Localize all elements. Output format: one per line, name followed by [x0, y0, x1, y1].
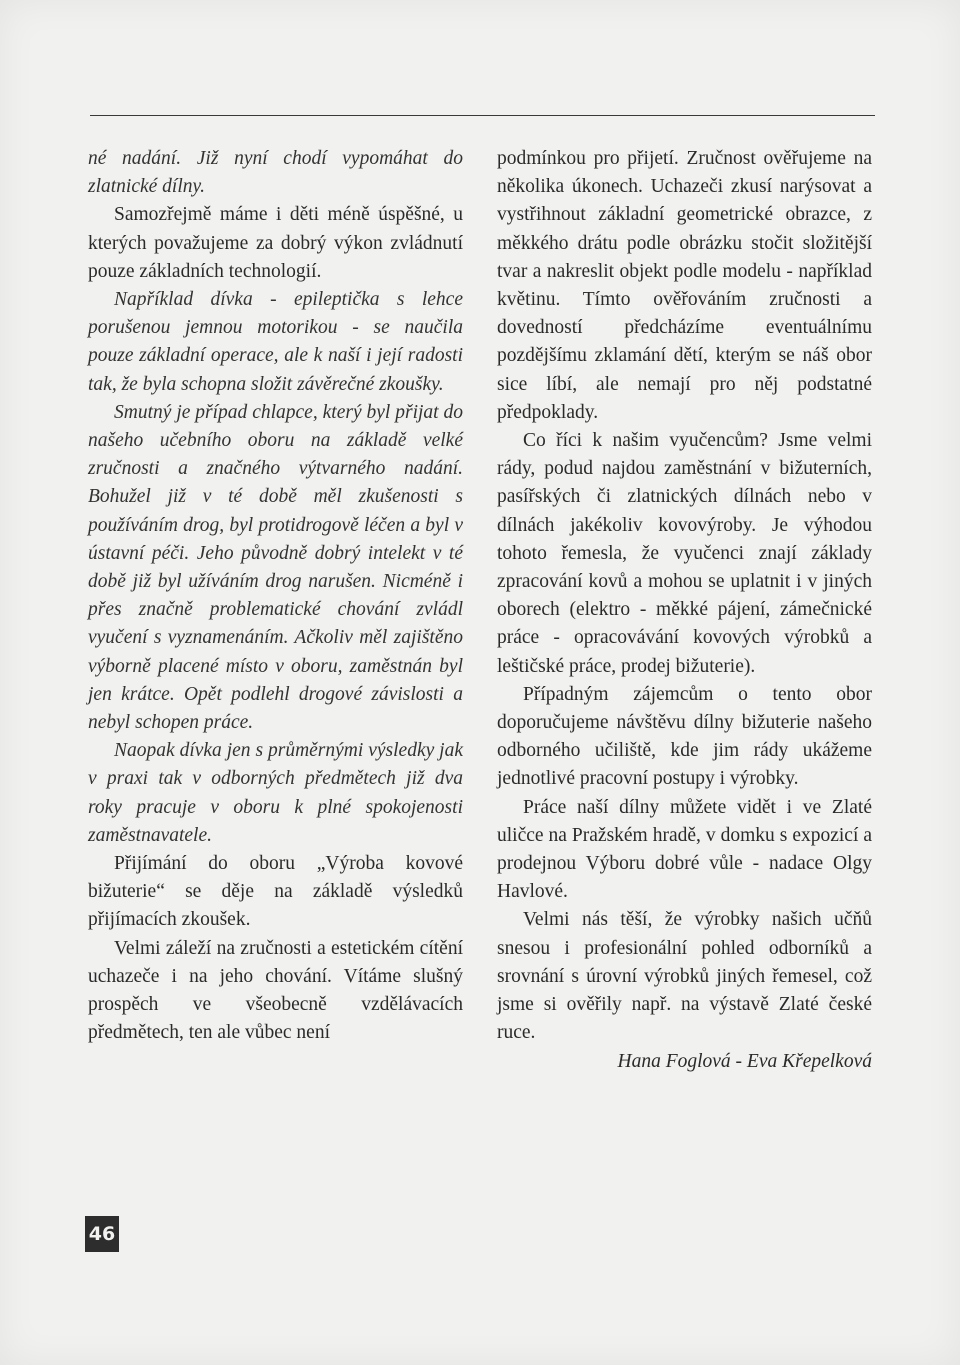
left-paragraph-2: Samozřejmě máme i děti méně úspěšné, u kterých považujeme za dobrý výkon zvládnutí pouze základních technologií.: [88, 204, 463, 282]
left-paragraph-7: Velmi záleží na zručnosti a estetickém cítění uchazeče i na jeho chování. Vítáme slušný prospěch ve všeobecně vzdělávacích předmětech, ten ale vůbec není: [88, 937, 463, 1044]
left-paragraph-4: Smutný je případ chlapce, který byl přijat do našeho učebního oboru na základě velké zručnosti a značného výtvarného nadání. Bohužel již v té době měl zkušenosti s používáním drog, byl protidrogově léčen a byl v ústavní péči. Jeho původně dobrý intelekt v té době již byl užíváním drog narušen. Nicméně i přes značně problematické chování zvládl vyučení s vyznamenáním. Ačkoliv měl zajištěno výborně placené místo v oboru, zaměstnán byl jen krátce. Opět podlehl drogové závislosti a nebyl schopen práce.: [88, 401, 463, 734]
signature: Hana Foglová - Eva Křepelková: [617, 1050, 872, 1072]
header-rule: [90, 115, 875, 116]
left-paragraph-6: Přijímání do oboru „Výroba kovové bižuterie“ se děje na základě výsledků přijímacích zkoušek.: [88, 853, 463, 931]
right-column: [497, 145, 872, 1076]
left-paragraph-1: né nadání. Již nyní chodí vypomáhat do zlatnické dílny.: [88, 148, 463, 198]
left-paragraph-5: Naopak dívka jen s průměrnými výsledky jak v praxi tak v odborných předmětech již dva roky pracuje v oboru k plné spokojenosti zaměstnavatele.: [88, 740, 463, 846]
left-column: [88, 145, 463, 1048]
right-paragraph-5: Velmi nás těší, že výrobky našich učňů snesou i profesionální pohled odborníků a srovnání s úrovní výrobků jiných řemesel, což jsme si ověřily např. na výstavě Zlaté české ruce.: [497, 909, 872, 1044]
page-number: 46: [85, 1216, 119, 1252]
left-paragraph-3: Například dívka - epileptička s lehce porušenou jemnou motorikou - se naučila pouze základní operace, ale k naší i její radosti tak, že byla schopna složit závěrečné zkoušky.: [88, 289, 463, 395]
right-paragraph-4: Práce naší dílny můžete vidět i ve Zlaté uličce na Pražském hradě, v domku s expozicí a prodejnou Výboru dobré vůle - nadace Olgy Havlové.: [497, 796, 872, 903]
right-paragraph-2: Co říci k našim vyučencům? Jsme velmi rády, podud najdou zaměstnání v bižuterních, pasířských či zlatnických dílnách nebo v dílnách jakékoliv kovovýroby. Je výhodou tohoto řemesla, že vyučenci znají základy zpracování kovů a mohou se uplatnit i v jiných oborech (elektro - měkké pájení, zámečnické práce - opracovávání kovových výrobků a leštičské práce, prodej bižuterie).: [497, 430, 872, 677]
right-paragraph-3: Případným zájemcům o tento obor doporučujeme návštěvu dílny bižuterie našeho odborného učiliště, kde jim rády ukážeme jednotlivé pracovní postupy i výrobky.: [497, 683, 872, 790]
right-paragraph-1: podmínkou pro přijetí. Zručnost ověřujeme na několika úkonech. Uchazeči zkusí narýsovat a vystřihnout základní geometrické obrazce, z měkkého drátu podle obrázku stočit složitější tvar a nakreslit objekt podle modelu - například květinu. Tímto ověřováním zručnosti a dovedností předcházíme eventuálnímu pozdějšímu zklamání dětí, kterým se náš obor sice líbí, ale nemají pro něj podstatné předpoklady.: [497, 148, 872, 423]
